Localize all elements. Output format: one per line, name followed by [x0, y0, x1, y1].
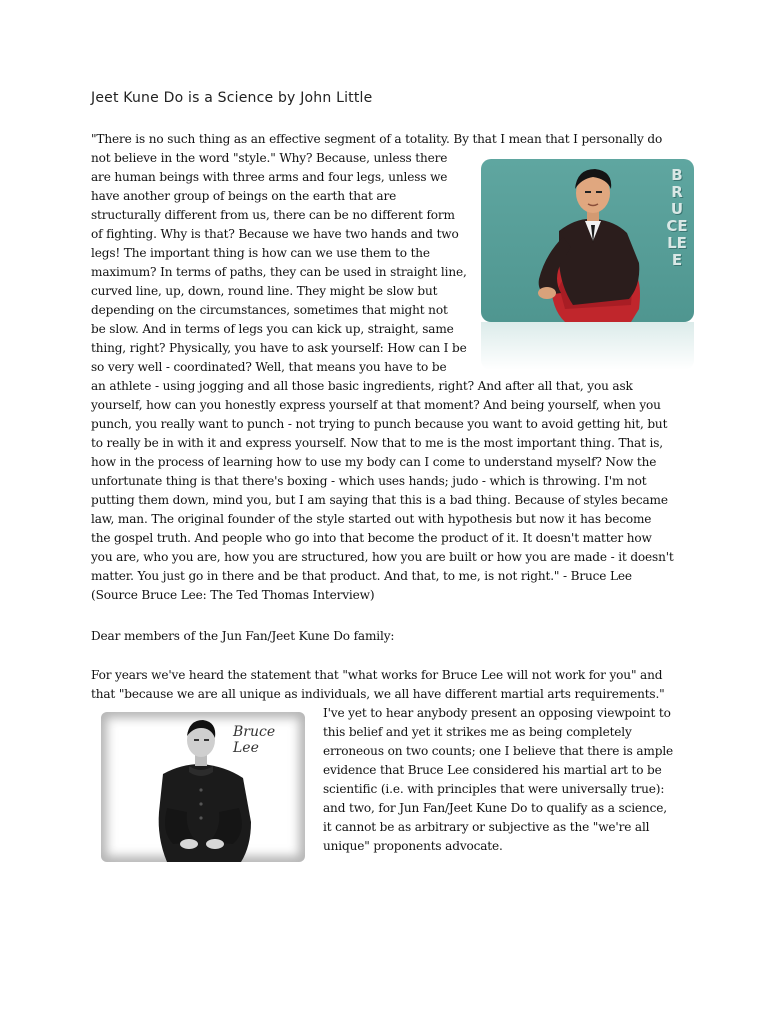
quote-line: law, man. The original founder of the style started out with hypothesis but now it has become [91, 512, 652, 526]
quote-line: the gospel truth. And people who go into that become the product of it. It doesn't matter how [91, 531, 652, 545]
quote-line: to really be in with it and express yourself. Now that to me is the most important thing. That is, [91, 436, 663, 450]
quote-line: you are, who you are, how you are structured, how you are built or how you are made - it doesn't [91, 550, 674, 564]
body-line: unique" proponents advocate. [323, 839, 503, 853]
bruce-lee-seated-illustration [481, 159, 694, 322]
body-line: I've yet to hear anybody present an opposing viewpoint to [323, 706, 671, 720]
quote-line: an athlete - using jogging and all those basic ingredients, right? And after all that, you ask [91, 379, 633, 393]
bruce-lee-vertical-caption: BRUCE LEE [666, 166, 688, 269]
quote-line: not believe in the word "style." Why? Because, unless there [91, 151, 448, 165]
quote-line: yourself, how can you honestly express yourself at that moment? And being yourself, when you [91, 398, 661, 412]
document-title: Jeet Kune Do is a Science by John Little [91, 90, 373, 106]
quote-line: curved line, up, down, round line. They might be slow but [91, 284, 438, 298]
quote-line: maximum? In terms of paths, they can be used in straight line, [91, 265, 467, 279]
photo-reflection [481, 322, 694, 370]
quote-line: matter. You just go in there and be that product. And that, to me, is not right." - Bruce Lee [91, 569, 632, 583]
body-line: For years we've heard the statement that "what works for Bruce Lee will not work for you" and [91, 668, 663, 682]
quote-line: are human beings with three arms and four legs, unless we [91, 170, 448, 184]
greeting-line: Dear members of the Jun Fan/Jeet Kune Do family: [91, 629, 395, 643]
quote-line: be slow. And in terms of legs you can kick up, straight, same [91, 322, 454, 336]
body-line: it cannot be as arbitrary or subjective as the "we're all [323, 820, 650, 834]
quote-line: of fighting. Why is that? Because we have two hands and two [91, 227, 459, 241]
quote-line: punch, you really want to punch - not trying to punch because you want to avoid getting hit, but [91, 417, 668, 431]
quote-line: structurally different from us, there can be no different form [91, 208, 455, 222]
quote-line: so very well - coordinated? Well, that means you have to be [91, 360, 447, 374]
quote-line: thing, right? Physically, you have to ask yourself: How can I be [91, 341, 467, 355]
quote-line: depending on the circumstances, sometimes that might not [91, 303, 448, 317]
quote-source-line: (Source Bruce Lee: The Ted Thomas Interview) [91, 588, 375, 602]
bruce-lee-photo-bw [101, 712, 305, 862]
quote-line: putting them down, mind you, but I am saying that this is a bad thing. Because of styles became [91, 493, 668, 507]
quote-line: how in the process of learning how to use my body can I come to understand myself? Now the [91, 455, 657, 469]
body-line: scientific (i.e. with principles that were universally true): [323, 782, 665, 796]
body-line: evidence that Bruce Lee considered his martial art to be [323, 763, 662, 777]
quote-line: legs! The important thing is how can we use them to the [91, 246, 430, 260]
body-line: and two, for Jun Fan/Jeet Kune Do to qualify as a science, [323, 801, 667, 815]
bruce-lee-signature: Bruce Lee [233, 724, 276, 756]
body-line: that "because we are all unique as individuals, we all have different martial arts requirements." [91, 687, 665, 701]
bruce-lee-photo-teal [481, 159, 694, 322]
body-line: erroneous on two counts; one I believe that there is ample [323, 744, 674, 758]
quote-line: have another group of beings on the earth that are [91, 189, 397, 203]
body-line: this belief and yet it strikes me as being completely [323, 725, 632, 739]
quote-line: "There is no such thing as an effective segment of a totality. By that I mean that I personally do [91, 132, 663, 146]
quote-line: unfortunate thing is that there's boxing - which uses hands; judo - which is throwing. I'm not [91, 474, 647, 488]
